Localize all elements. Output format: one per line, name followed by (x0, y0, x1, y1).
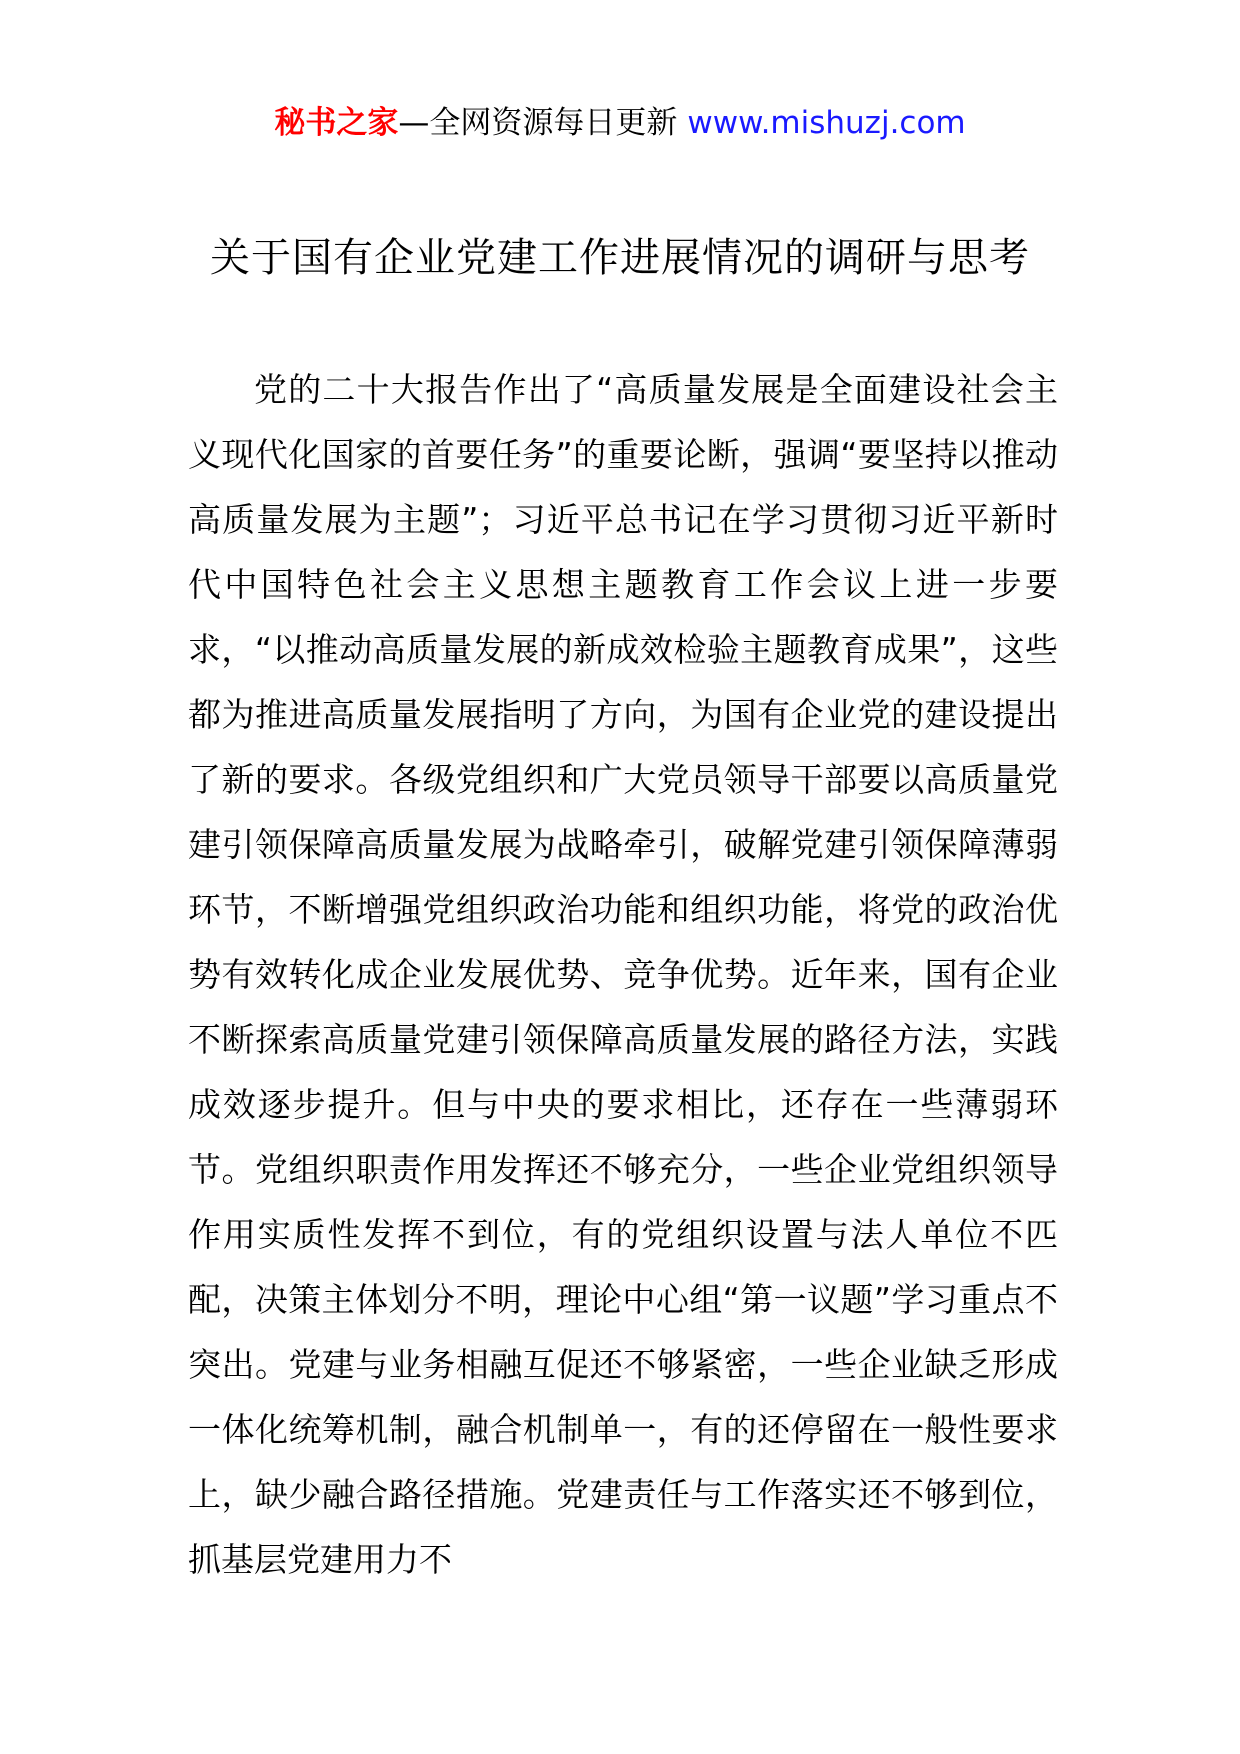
header-slogan: —全网资源每日更新 (398, 105, 678, 141)
brand-name: 秘书之家 (274, 105, 399, 141)
page-header (0, 98, 1240, 148)
header-url[interactable]: www.mishuzj.com (687, 105, 966, 141)
body-paragraph: 党的二十大报告作出了“高质量发展是全面建设社会主义现代化国家的首要任务”的重要论断，强调“要坚持以推动高质量发展为主题”；习近平总书记在学习贯彻习近平新时代中国特色社会主义思想主题教育工作会议上进一步要求，“以推动高质量发展的新成效检验主题教育成果”，这些都为推进高质量发展指明了方向，为国有企业党的建设提出了新的要求。各级党组织和广大党员领导干部要以高质量党建引领保障高质量发展为战略牵引，破解党建引领保障薄弱环节，不断增强党组织政治功能和组织功能，将党的政治优势有效转化成企业发展优势、竞争优势。近年来，国有企业不断探索高质量党建引领保障高质量发展的路径方法，实践成效逐步提升。但与中央的要求相比，还存在一些薄弱环节。党组织职责作用发挥还不够充分，一些企业党组织领导作用实质性发挥不到位，有的党组织设置与法人单位不匹配，决策主体划分不明，理论中心组“第一议题”学习重点不突出。党建与业务相融互促还不够紧密，一些企业缺乏形成一体化统筹机制，融合机制单一，有的还停留在一般性要求上，缺少融合路径措施。党建责任与工作落实还不够到位，抓基层党建用力不 (188, 370, 1058, 1579)
document-title: 关于国有企业党建工作进展情况的调研与思考 (210, 235, 1030, 281)
